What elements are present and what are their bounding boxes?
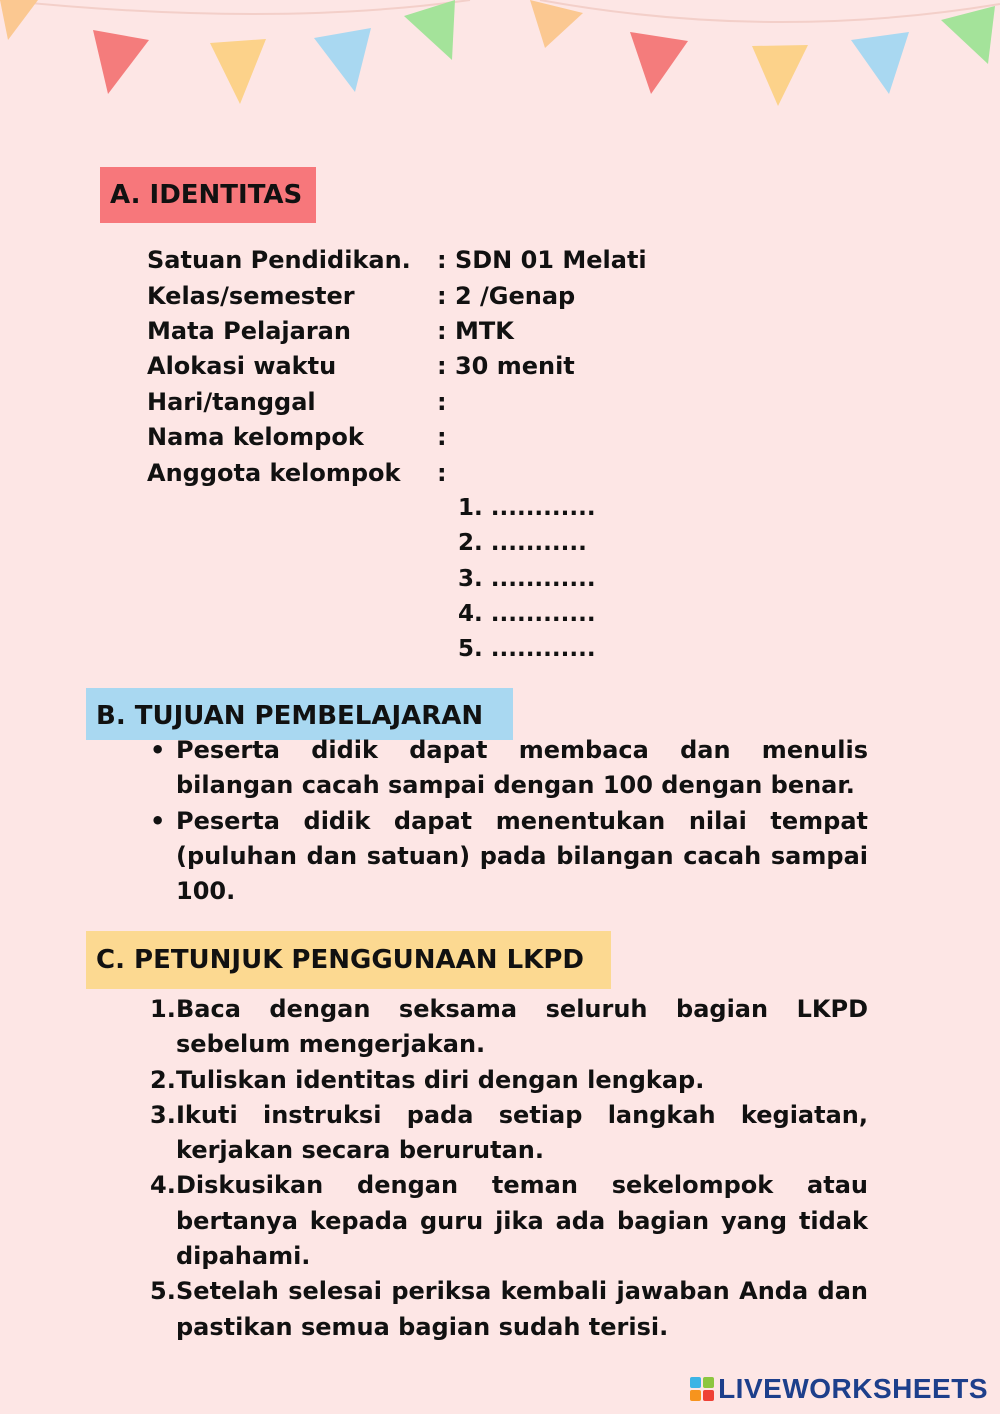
member-line: 3. ............ <box>458 566 596 592</box>
member-line: 4. ............ <box>458 601 596 627</box>
flag-blue <box>851 32 909 94</box>
list-item-text: Diskusikan dengan teman sekelompok atau bertanya kepada guru jika ada bagian yang tidak dipahami. <box>176 1171 868 1271</box>
member-line: 1. ............ <box>458 495 596 521</box>
list-item <box>150 1168 868 1274</box>
list-number: 1. <box>150 995 176 1023</box>
member-line: 2. ........... <box>458 530 587 556</box>
bunting-decoration <box>0 0 1000 120</box>
flag-red <box>93 30 149 94</box>
flag-orange <box>530 0 583 48</box>
petunjuk-list <box>150 992 868 1345</box>
identity-value: : SDN 01 Melati <box>437 246 647 274</box>
flag-blue <box>314 28 371 92</box>
liveworksheets-logo-text: LIVEWORKSHEETS <box>718 1373 988 1404</box>
flag-yellow <box>752 45 808 106</box>
list-item-text: Setelah selesai periksa kembali jawaban Anda dan pastikan semua bagian sudah terisi. <box>176 1277 868 1341</box>
list-number: 3. <box>150 1100 176 1129</box>
flag-orange <box>0 0 38 40</box>
member-line: 5. ............ <box>458 636 596 662</box>
liveworksheets-logo[interactable] <box>690 1372 988 1406</box>
list-item-text: Peserta didik dapat membaca dan menulis bilangan cacah sampai dengan 100 dengan benar. <box>176 736 868 800</box>
flag-green <box>941 6 995 64</box>
list-number: 4. <box>150 1171 176 1200</box>
liveworksheets-logo-icon <box>690 1377 714 1401</box>
identity-value: : MTK <box>437 317 514 345</box>
list-number: 5. <box>150 1277 176 1306</box>
bullet-icon: • <box>150 806 166 835</box>
identity-label: Nama kelompok <box>147 423 364 451</box>
flag-green <box>404 0 455 60</box>
list-item <box>150 1274 868 1345</box>
identity-label: Kelas/semester <box>147 282 355 310</box>
list-number: 2. <box>150 1065 176 1094</box>
list-item-text: Tuliskan identitas diri dengan lengkap. <box>176 1065 705 1094</box>
list-item-text: Ikuti instruksi pada setiap langkah kegiatan, kerjakan secara berurutan. <box>176 1100 868 1165</box>
tujuan-list <box>150 733 868 909</box>
list-item <box>150 1063 868 1098</box>
identity-label: Hari/tanggal <box>147 388 316 416</box>
identity-value: : 30 menit <box>437 352 575 380</box>
bunting-string <box>0 0 470 14</box>
tujuan-header: B. TUJUAN PEMBELAJARAN <box>86 688 513 740</box>
identity-label: Alokasi waktu <box>147 352 337 380</box>
list-item <box>150 733 868 804</box>
identity-value: : 2 /Genap <box>437 282 576 310</box>
identity-label: Anggota kelompok <box>147 459 401 487</box>
identity-label: Mata Pelajaran <box>147 317 351 345</box>
identity-value: : <box>437 459 447 487</box>
bunting-string <box>540 0 1000 22</box>
list-item <box>150 992 868 1063</box>
list-item-text: Peserta didik dapat menentukan nilai tempat (puluhan dan satuan) pada bilangan cacah sampai 100. <box>176 806 868 906</box>
identity-label: Satuan Pendidikan. <box>147 246 411 274</box>
list-item <box>150 804 868 910</box>
flag-red <box>630 32 688 94</box>
list-item-text: Baca dengan seksama seluruh bagian LKPD sebelum mengerjakan. <box>176 995 868 1059</box>
identitas-header: A. IDENTITAS <box>100 167 316 223</box>
list-item <box>150 1098 868 1169</box>
petunjuk-header: C. PETUNJUK PENGGUNAAN LKPD <box>86 931 611 989</box>
identity-value: : <box>437 423 447 451</box>
identity-value: : <box>437 388 447 416</box>
bullet-icon: • <box>150 736 166 764</box>
flag-yellow <box>210 39 266 104</box>
